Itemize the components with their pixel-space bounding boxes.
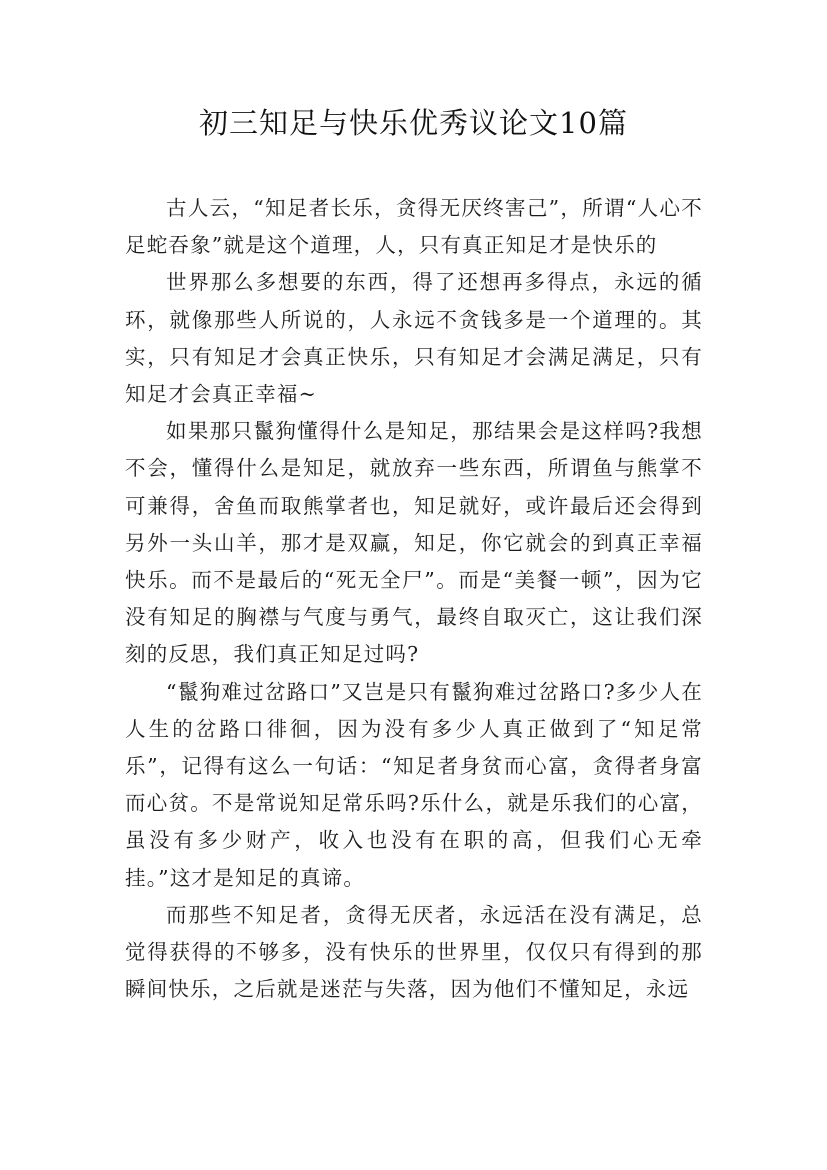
paragraph-4: “鬣狗难过岔路口”又岂是只有鬣狗难过岔路口?多少人在人生的岔路口徘徊，因为没有多少人真正做到了“知足常乐”，记得有这么一句话：“知足者身贫而心富，贪得者身富而心贫。不是常说知足常乐吗?乐什么，就是乐我们的心富，虽没有多少财产，收入也没有在职的高，但我们心无牵挂。”这才是知足的真谛。 (125, 679, 703, 890)
paragraph-2: 世界那么多想要的东西，得了还想再多得点，永远的循环，就像那些人所说的，人永远不贪钱多是一个道理的。其实，只有知足才会真正快乐，只有知足才会满足满足，只有知足才会真正幸福~ (125, 270, 703, 407)
paragraph-5: 而那些不知足者，贪得无厌者，永远活在没有满足，总觉得获得的不够多，没有快乐的世界里，仅仅只有得到的那瞬间快乐，之后就是迷茫与失落，因为他们不懂知足，永远 (125, 902, 703, 1002)
document-body (125, 190, 703, 1008)
paragraph-3: 如果那只鬣狗懂得什么是知足，那结果会是这样吗?我想不会，懂得什么是知足，就放弃一些东西，所谓鱼与熊掌不可兼得，舍鱼而取熊掌者也，知足就好，或许最后还会得到另外一头山羊，那才是双赢，知足，你它就会的到真正幸福快乐。而不是最后的“死无全尸”。而是“美餐一顿”，因为它没有知足的胸襟与气度与勇气，最终自取灭亡，这让我们深刻的反思，我们真正知足过吗? (125, 419, 703, 667)
paragraph-1: 古人云，“知足者长乐，贪得无厌终害己”，所谓“人心不足蛇吞象”就是这个道理，人，只有真正知足才是快乐的 (125, 196, 703, 258)
document-title: 初三知足与快乐优秀议论文10篇 (199, 106, 628, 140)
